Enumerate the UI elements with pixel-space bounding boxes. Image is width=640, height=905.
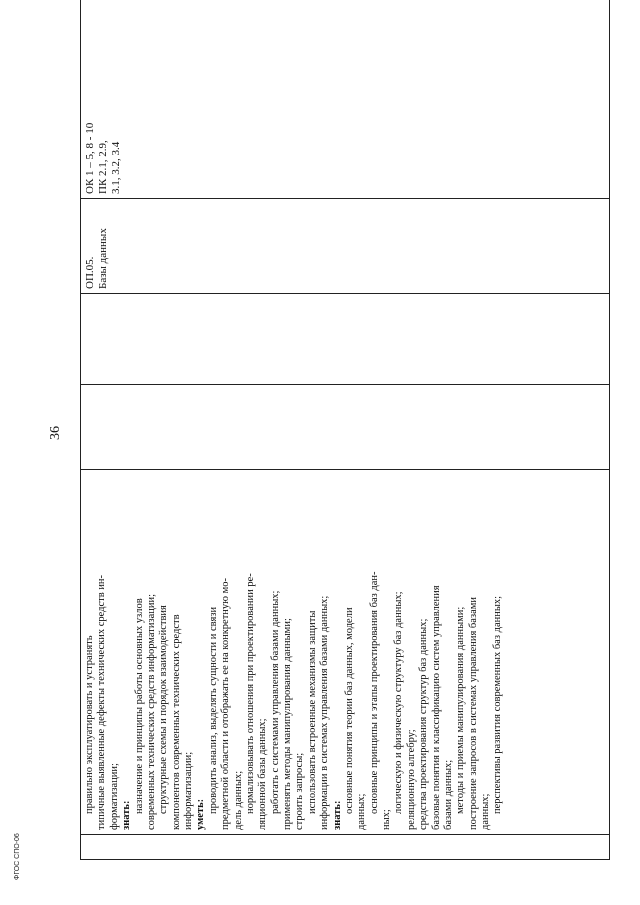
requirement-line: базовые понятия и классификацию систем управления <box>430 585 442 830</box>
requirement-line: знать: <box>121 800 133 830</box>
discipline-cell <box>81 199 610 294</box>
requirement-line: работать с системами управления базами данных; <box>269 590 281 814</box>
requirement-line: данных; <box>356 793 368 830</box>
requirement-line: уметь: <box>195 798 207 830</box>
requirement-line: информатизации; <box>183 751 194 830</box>
requirement-line: современных технических средств информатизации; <box>145 593 157 830</box>
requirement-line: основные принципы и этапы проектирования баз дан- <box>368 571 380 814</box>
requirement-line: типичные выявленные дефекты технических средств ин- <box>96 574 108 830</box>
empty-cell-hours-max <box>81 385 610 470</box>
competencies-cell <box>81 0 610 199</box>
requirement-line: форматизации; <box>108 763 120 830</box>
requirement-line: правильно эксплуатировать и устранять <box>84 635 95 814</box>
requirement-line: базами данных; <box>442 759 454 830</box>
competencies-line-1: ОК 1 – 5, 8 - 10 <box>84 122 96 194</box>
requirement-line: построение запросов в системах управления базами <box>467 596 479 830</box>
requirement-line: структурные схемы и порядок взаимодействия <box>158 605 170 814</box>
requirement-line: ных; <box>381 809 392 830</box>
discipline-code: ОП.05. <box>84 256 96 289</box>
requirement-line: перспективы развития современных баз данных; <box>492 595 504 814</box>
requirement-line: средства проектирования структур баз данных; <box>418 618 430 830</box>
empty-cell-index <box>81 835 610 860</box>
requirement-line: компонентов современных технических средств <box>170 614 182 830</box>
requirement-line: логическую и физическую структуру баз данных; <box>393 591 405 814</box>
standard-table <box>80 0 610 860</box>
requirement-line: ляционной базы данных; <box>257 718 269 830</box>
requirement-line: данных; <box>480 793 491 830</box>
requirement-line: дель данных; <box>232 770 244 830</box>
footer-code: ФГОС СПО-06 <box>14 833 21 880</box>
requirement-line: знать: <box>331 800 343 830</box>
standard-table-wrapper <box>80 40 610 860</box>
requirement-line: предметной области и отображать ее на конкретную мо- <box>220 577 232 830</box>
empty-cell-hours-class <box>81 294 610 385</box>
requirement-line: реляционную алгебру; <box>405 729 417 830</box>
page-number: 36 <box>48 426 63 440</box>
requirement-line: методы и приемы манипулирования данными; <box>455 606 467 814</box>
requirement-line: использовать встроенные механизмы защиты <box>306 610 318 814</box>
requirement-line: применять методы манипулирования данными; <box>282 618 293 830</box>
requirement-line: информации в системах управления базами данных; <box>319 595 331 830</box>
competencies-line-3: 3.1, 3.2, 3.4 <box>109 141 122 194</box>
discipline-name: Базы данных <box>96 228 109 289</box>
requirement-line: строить запросы; <box>294 752 306 830</box>
requirement-line: основные понятия теории баз данных, модели <box>343 607 355 814</box>
requirement-line: назначение и принципы работы основных узлов <box>133 598 145 814</box>
requirement-line: проводить анализ, выделять сущности и связи <box>207 606 219 814</box>
requirements-cell <box>81 470 610 835</box>
requirements-text <box>84 474 505 830</box>
table-row <box>81 0 610 860</box>
competencies-line-2: ПК 2.1, 2.9, <box>96 140 109 194</box>
requirement-line: нормализовывать отношения при проектировании ре- <box>244 573 256 814</box>
